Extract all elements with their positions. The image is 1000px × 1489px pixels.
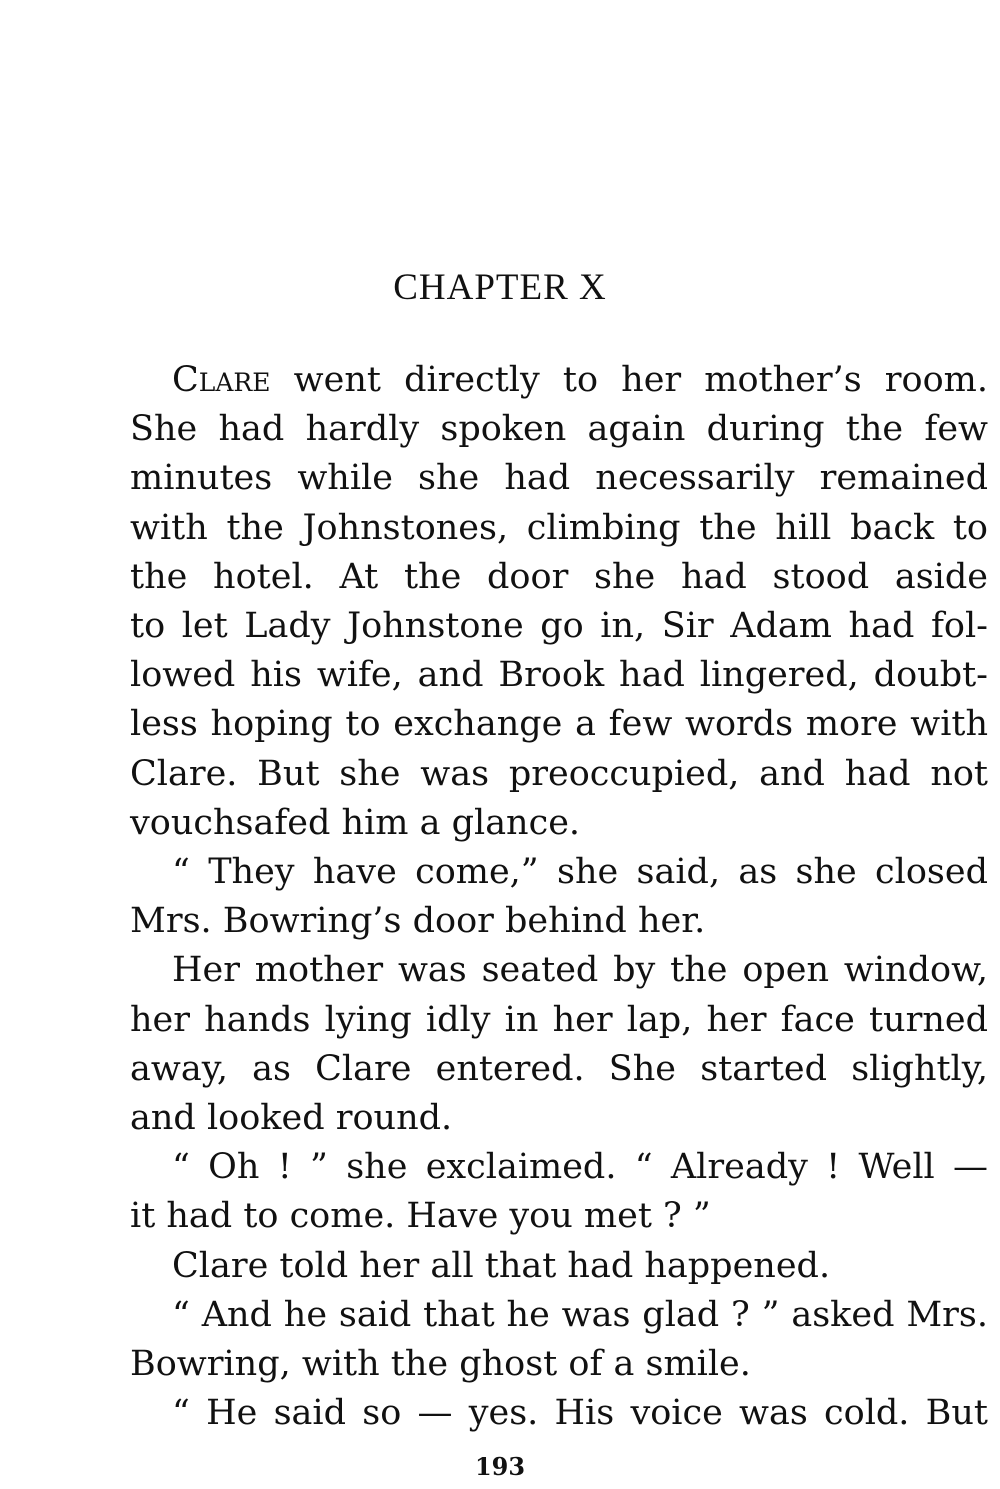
text-line: and looked round. (130, 1098, 453, 1139)
chapter-title: CHAPTER X (393, 267, 607, 308)
line-text: went directly to her mother’s room. (270, 360, 988, 400)
text-line: “ He said so — yes. His voice was cold. But (172, 1393, 988, 1434)
text-line: vouchsafed him a glance. (130, 802, 581, 843)
text-line: Clare told her all that had happened. (172, 1245, 831, 1286)
text-line: Her mother was seated by the open window, (172, 950, 988, 991)
text-line: “ Oh ! ” she exclaimed. “ Already ! Well — (172, 1147, 988, 1188)
text-line: away, as Clare entered. She started slightly, (130, 1048, 988, 1089)
text-line: She had hardly spoken again during the few (130, 409, 988, 450)
text-line: Clare. But she was preoccupied, and had not (130, 753, 988, 794)
text-line: her hands lying idly in her lap, her face turned (130, 999, 988, 1040)
page-number: 193 (474, 1452, 526, 1481)
text-line: with the Johnstones, climbing the hill back to (130, 507, 988, 548)
text-line: “ And he said that he was glad ? ” asked Mrs. (172, 1294, 988, 1335)
text-line: Mrs. Bowring’s door behind her. (130, 901, 706, 942)
text-line: to let Lady Johnstone go in, Sir Adam had fol- (130, 606, 988, 647)
text-line: it had to come. Have you met ? ” (130, 1196, 711, 1237)
body-text (130, 356, 988, 1438)
text-line: lowed his wife, and Brook had lingered, doubt- (130, 655, 988, 696)
text-line: “ They have come,” she said, as she closed (172, 852, 988, 893)
text-line (130, 356, 988, 405)
text-line: less hoping to exchange a few words more with (130, 704, 988, 745)
drop-word: Clare (172, 360, 271, 400)
text-line: minutes while she had necessarily remained (130, 458, 988, 499)
text-line: the hotel. At the door she had stood aside (130, 556, 988, 597)
text-line: Bowring, with the ghost of a smile. (130, 1344, 751, 1385)
